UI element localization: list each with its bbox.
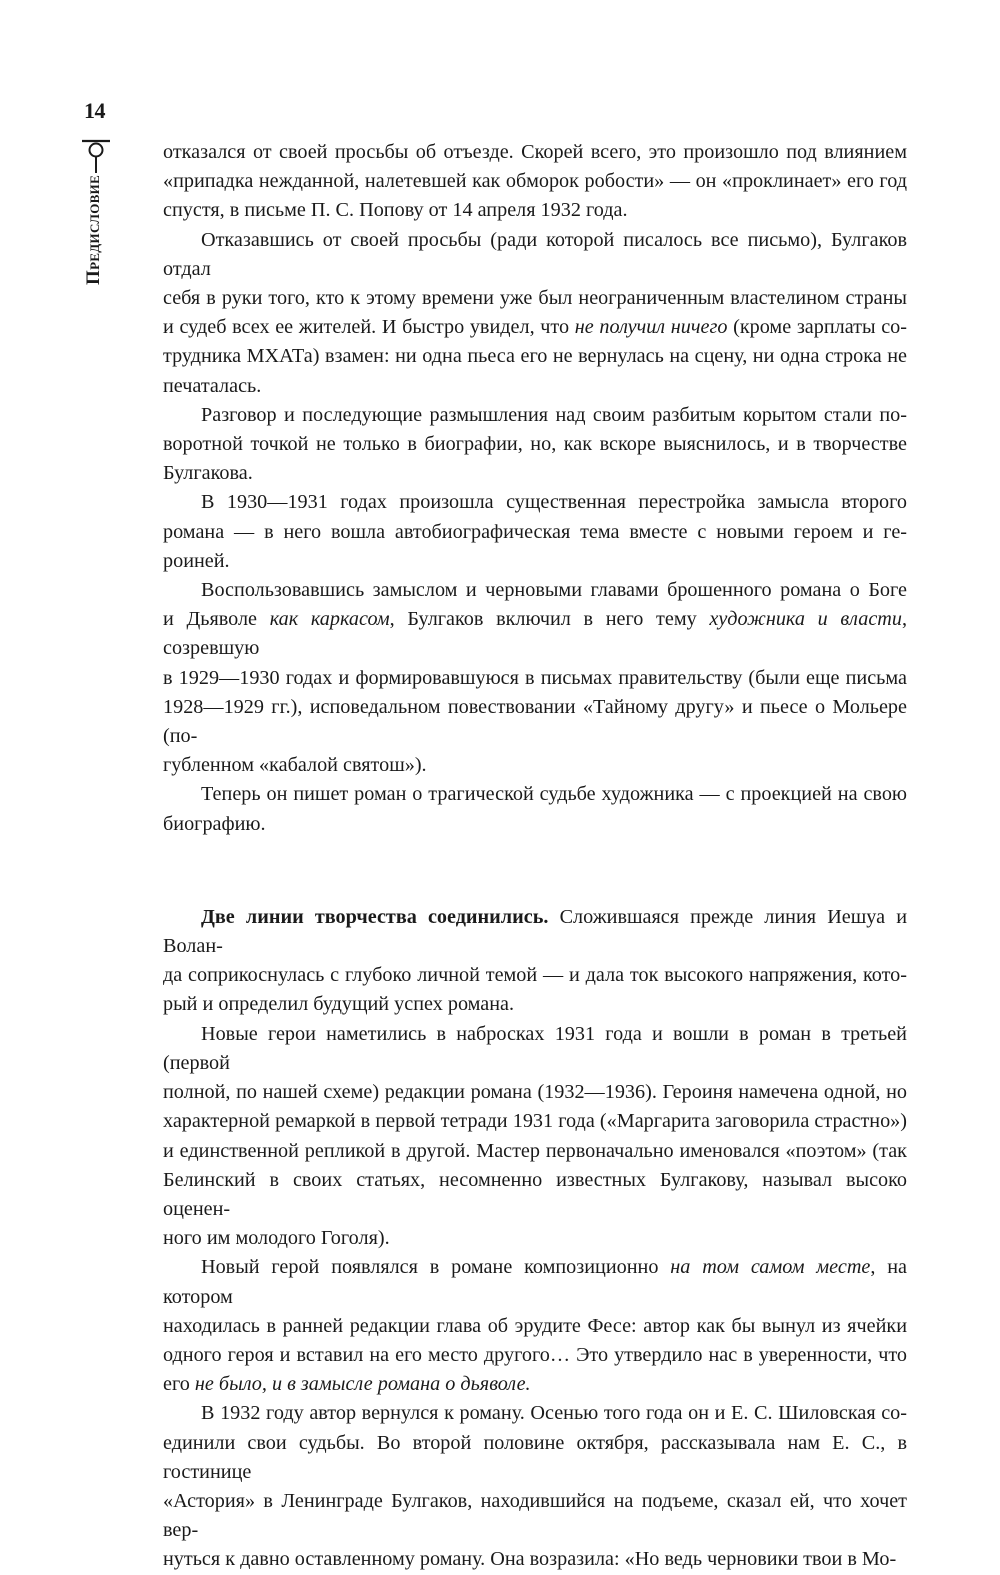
paragraph bbox=[163, 1253, 907, 1399]
text-line: Теперь он пишет роман о трагической судьбе художника — с проекцией на свою bbox=[201, 783, 907, 806]
text-line: роиней. bbox=[163, 549, 230, 572]
italic-emphasis: на том самом месте bbox=[670, 1256, 871, 1279]
text-line: Новый герой появлялся в романе композиционно на том самом месте, на котором bbox=[163, 1256, 907, 1308]
text-line: 1928—1929 гг.), исповедальном повествовании «Тайному другу» и пьесе о Мольере (по- bbox=[163, 695, 907, 748]
text-line: трудника МХАТа) взамен: ни одна пьеса его не вернулась на сцену, ни одна строка не bbox=[163, 345, 907, 368]
running-head: Предисловие bbox=[83, 174, 104, 285]
italic-emphasis: не получил ничего bbox=[574, 316, 728, 339]
text-line: характерной ремаркой в первой тетради 1931 года («Маргарита заговорила страстно») bbox=[163, 1110, 907, 1133]
text-line: да соприкоснулась с глубоко личной темой — и дала ток высокого напряжения, кото- bbox=[163, 964, 907, 987]
text-line: одного героя и вставил на его место другого… Это утвердило нас в уверенности, что bbox=[163, 1343, 907, 1366]
bold-lead-in: Две линии творчества соединились. bbox=[201, 905, 549, 928]
paragraph bbox=[163, 138, 907, 226]
text-line: в 1929—1930 годах и формировавшуюся в письмах правительству (были еще письма bbox=[163, 666, 907, 689]
text-line: рый и определил будущий успех романа. bbox=[163, 993, 515, 1016]
paragraph bbox=[163, 903, 907, 1020]
text-line: биографию. bbox=[163, 812, 266, 835]
section-break bbox=[163, 839, 907, 903]
paragraph bbox=[163, 226, 907, 401]
text-line: полной, по нашей схеме) редакции романа (1932—1936). Героиня намечена одной, но bbox=[163, 1081, 907, 1104]
body-text bbox=[163, 138, 907, 1575]
paragraph bbox=[163, 1020, 907, 1254]
paragraph bbox=[163, 1399, 907, 1574]
text-line: «Астория» в Ленинграде Булгаков, находившийся на подъеме, сказал ей, что хочет вер- bbox=[163, 1489, 907, 1542]
text-line: Две линии творчества соединились. Сложившаяся прежде линия Иешуа и Волан- bbox=[163, 905, 907, 958]
text-line: нуться к давно оставленному роману. Она возразила: «Но ведь черновики твои в Мо- bbox=[163, 1548, 897, 1571]
paragraph bbox=[163, 401, 907, 489]
page-number: 14 bbox=[84, 98, 105, 123]
text-line: отказался от своей просьбы об отъезде. Скорей всего, это произошло под влиянием bbox=[163, 141, 907, 163]
text-line: себя в руки того, кто к этому времени уже был неограниченным властелином страны bbox=[163, 287, 907, 310]
text-line: Воспользовавшись замыслом и черновыми главами брошенного романа о Боге bbox=[201, 579, 907, 602]
text-line: В 1930—1931 годах произошла существенная перестройка замысла второго bbox=[201, 491, 907, 514]
text-line: Булгакова. bbox=[163, 462, 253, 485]
text-line: Белинский в своих статьях, несомненно известных Булгакову, называл высоко оценен- bbox=[163, 1168, 907, 1220]
text-line: и единственной репликой в другой. Мастер первоначально именовался «поэтом» (так bbox=[163, 1139, 907, 1162]
italic-emphasis: художника и власти bbox=[709, 608, 902, 631]
italic-emphasis: как каркасом bbox=[269, 608, 390, 631]
text-line: «припадка нежданной, налетевшей как обморок робости» — он «проклинает» его год bbox=[163, 170, 907, 193]
text-line: его не было, и в замысле романа о дьяволе. bbox=[163, 1373, 531, 1396]
text-line: Отказавшись от своей просьбы (ради которой писалось все письмо), Булгаков отдал bbox=[163, 228, 907, 280]
text-line: В 1932 году автор вернулся к роману. Осенью того года он и Е. С. Шиловская со- bbox=[201, 1402, 907, 1425]
text-line: Разговор и последующие размышления над своим разбитым корытом стали по- bbox=[201, 403, 907, 426]
text-line: и Дьяволе как каркасом, Булгаков включил в него тему художника и власти, созревшую bbox=[163, 608, 907, 660]
text-line: и судеб всех ее жителей. И быстро увидел, что не получил ничего (кроме зарплаты со- bbox=[163, 316, 907, 339]
paragraph bbox=[163, 780, 907, 838]
italic-emphasis: не было, и в замысле романа о дьяволе. bbox=[194, 1373, 531, 1396]
text-line: печаталась. bbox=[163, 374, 262, 397]
paragraph bbox=[163, 576, 907, 780]
text-line: ного им молодого Гоголя). bbox=[163, 1227, 390, 1250]
paragraph bbox=[163, 488, 907, 576]
text-line: романа — в него вошла автобиографическая тема вместе с новыми героем и ге- bbox=[163, 520, 907, 543]
text-line: единили свои судьбы. Во второй половине октября, рассказывала нам Е. С., в гостинице bbox=[163, 1431, 907, 1483]
pendant-ornament-icon bbox=[80, 139, 112, 175]
text-line: воротной точкой не только в биографии, но, как вскоре выяснилось, и в творчестве bbox=[163, 433, 907, 456]
text-line: находилась в ранней редакции глава об эрудите Фесе: автор как бы вынул из ячейки bbox=[163, 1314, 907, 1337]
text-line: спустя, в письме П. С. Попову от 14 апреля 1932 года. bbox=[163, 199, 628, 222]
text-line: Новые герои наметились в набросках 1931 года и вошли в роман в третьей (первой bbox=[163, 1022, 907, 1074]
text-line: губленном «кабалой святош»). bbox=[163, 754, 427, 777]
